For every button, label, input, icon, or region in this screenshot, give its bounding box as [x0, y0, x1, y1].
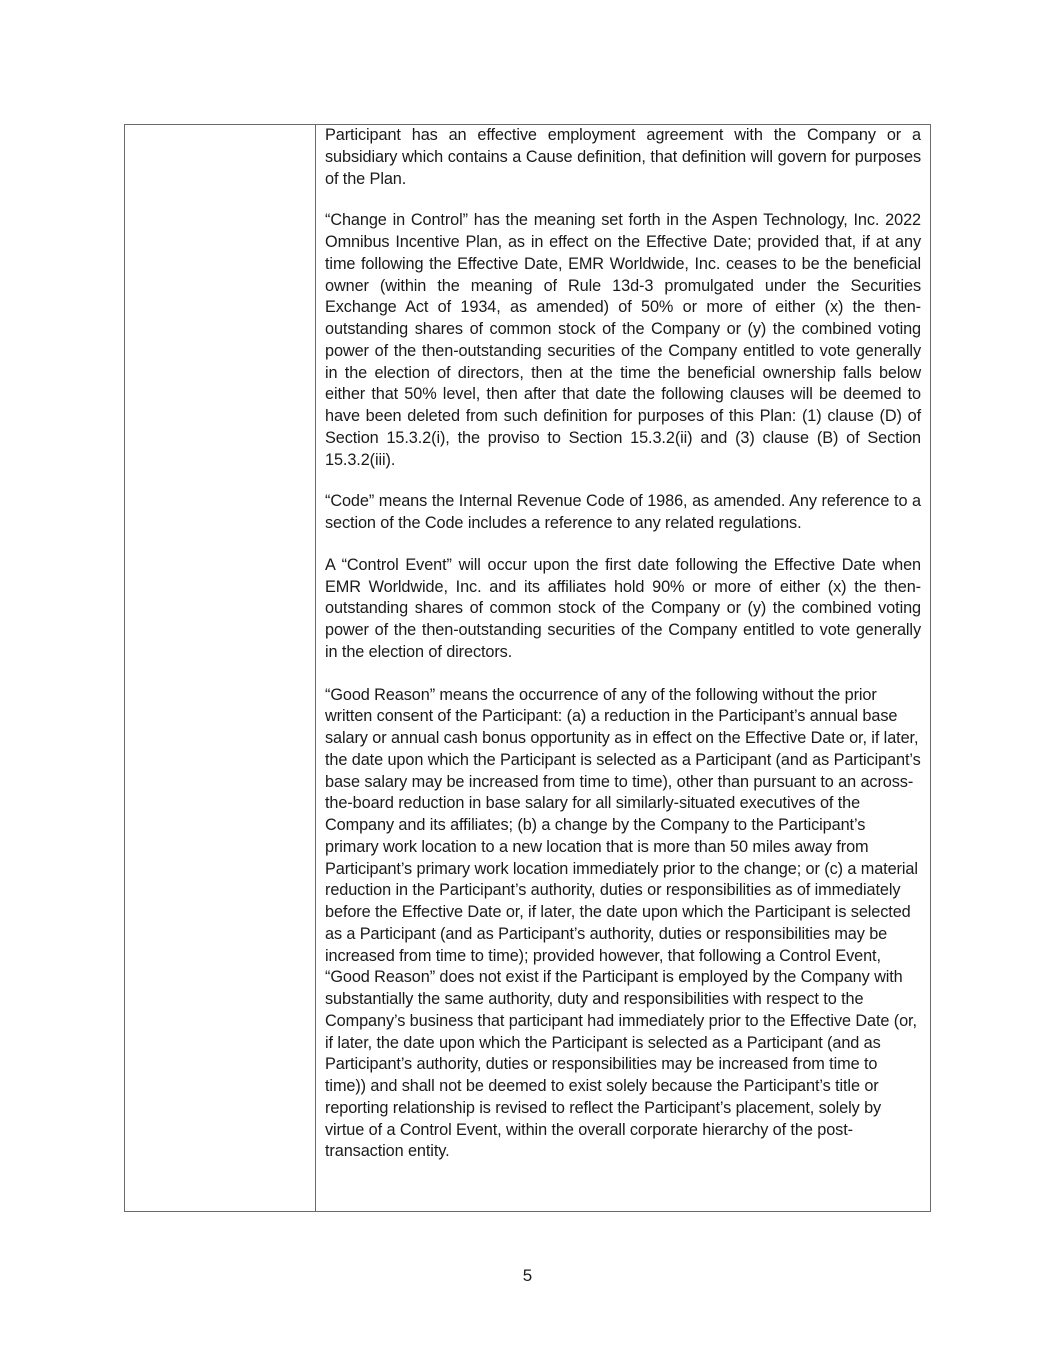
code-definition: “Code” means the Internal Revenue Code of 1986, as amended. Any reference to a section of the Code includes a reference to any related regulations.	[325, 492, 921, 532]
term-column-cell	[125, 125, 316, 1211]
page-number: 5	[522, 1266, 533, 1285]
definitions-table	[124, 124, 931, 1212]
good-reason-definition: “Good Reason” means the occurrence of any of the following without the prior written consent of the Participant: (a) a reduction in the Participant’s annual base salary or annual cash bonus opportunity as in effect on the Effective Date or, if later, the date upon which the Participant is selected as a Participant (and as Participant’s base salary may be increased from time to time), other than pursuant to an across-the-board reduction in base salary for all similarly-situated executives of the Company and its affiliates; (b) a change by the Company to the Participant’s primary work location to a new location that is more than 50 miles away from Participant’s primary work location immediately prior to the change; or (c) a material reduction in the Participant’s authority, duties or responsibilities as of immediately before the Effective Date or, if later, the date upon which the Participant is selected as a Participant (and as Participant’s authority, duties or responsibilities may be increased from time to time); provided however, that following a Control Event, “Good Reason” does not exist if the Participant is employed by the Company with substantially the same authority, duty and responsibilities with respect to the Company’s business that participant had immediately prior to the Effective Date (or, if later, the date upon which the Participant is selected as a Participant (and as Participant’s authority, duties or responsibilities may be increased from time to time)) and shall not be deemed to exist solely because the Participant’s title or reporting relationship is revised to reflect the Participant’s placement, solely by virtue of a Control Event, within the overall corporate hierarchy of the post-transaction entity.	[325, 685, 921, 1161]
cause-definition-continuation: Participant has an effective employment agreement with the Company or a subsidiary which contains a Cause definition, that definition will govern for purposes of the Plan.	[325, 126, 921, 188]
control-event-definition: A “Control Event” will occur upon the first date following the Effective Date when EMR Worldwide, Inc. and its affiliates hold 90% or more of either (x) the then-outstanding shares of common stock of the Company or (y) the combined voting power of the then-outstanding securities of the Company entitled to vote generally in the election of directors.	[325, 555, 921, 661]
change-in-control-definition: “Change in Control” has the meaning set forth in the Aspen Technology, Inc. 2022 Omnibus Incentive Plan, as in effect on the Effective Date; provided that, if at any time following the Effective Date, EMR Worldwide, Inc. ceases to be the beneficial owner (within the meaning of Rule 13d-3 promulgated under the Securities Exchange Act of 1934, as amended) of 50% or more of either (x) the then-outstanding shares of common stock of the Company or (y) the combined voting power of the then-outstanding securities of the Company entitled to vote generally in the election of directors, then at the time the beneficial ownership falls below either that 50% level, then after that date the following clauses will be deemed to have been deleted from such definition for purposes of this Plan: (1) clause (D) of Section 15.3.2(i), the proviso to Section 15.3.2(ii) and (3) clause (B) of Section 15.3.2(iii).	[325, 211, 921, 469]
definition-column-cell	[316, 125, 930, 1211]
